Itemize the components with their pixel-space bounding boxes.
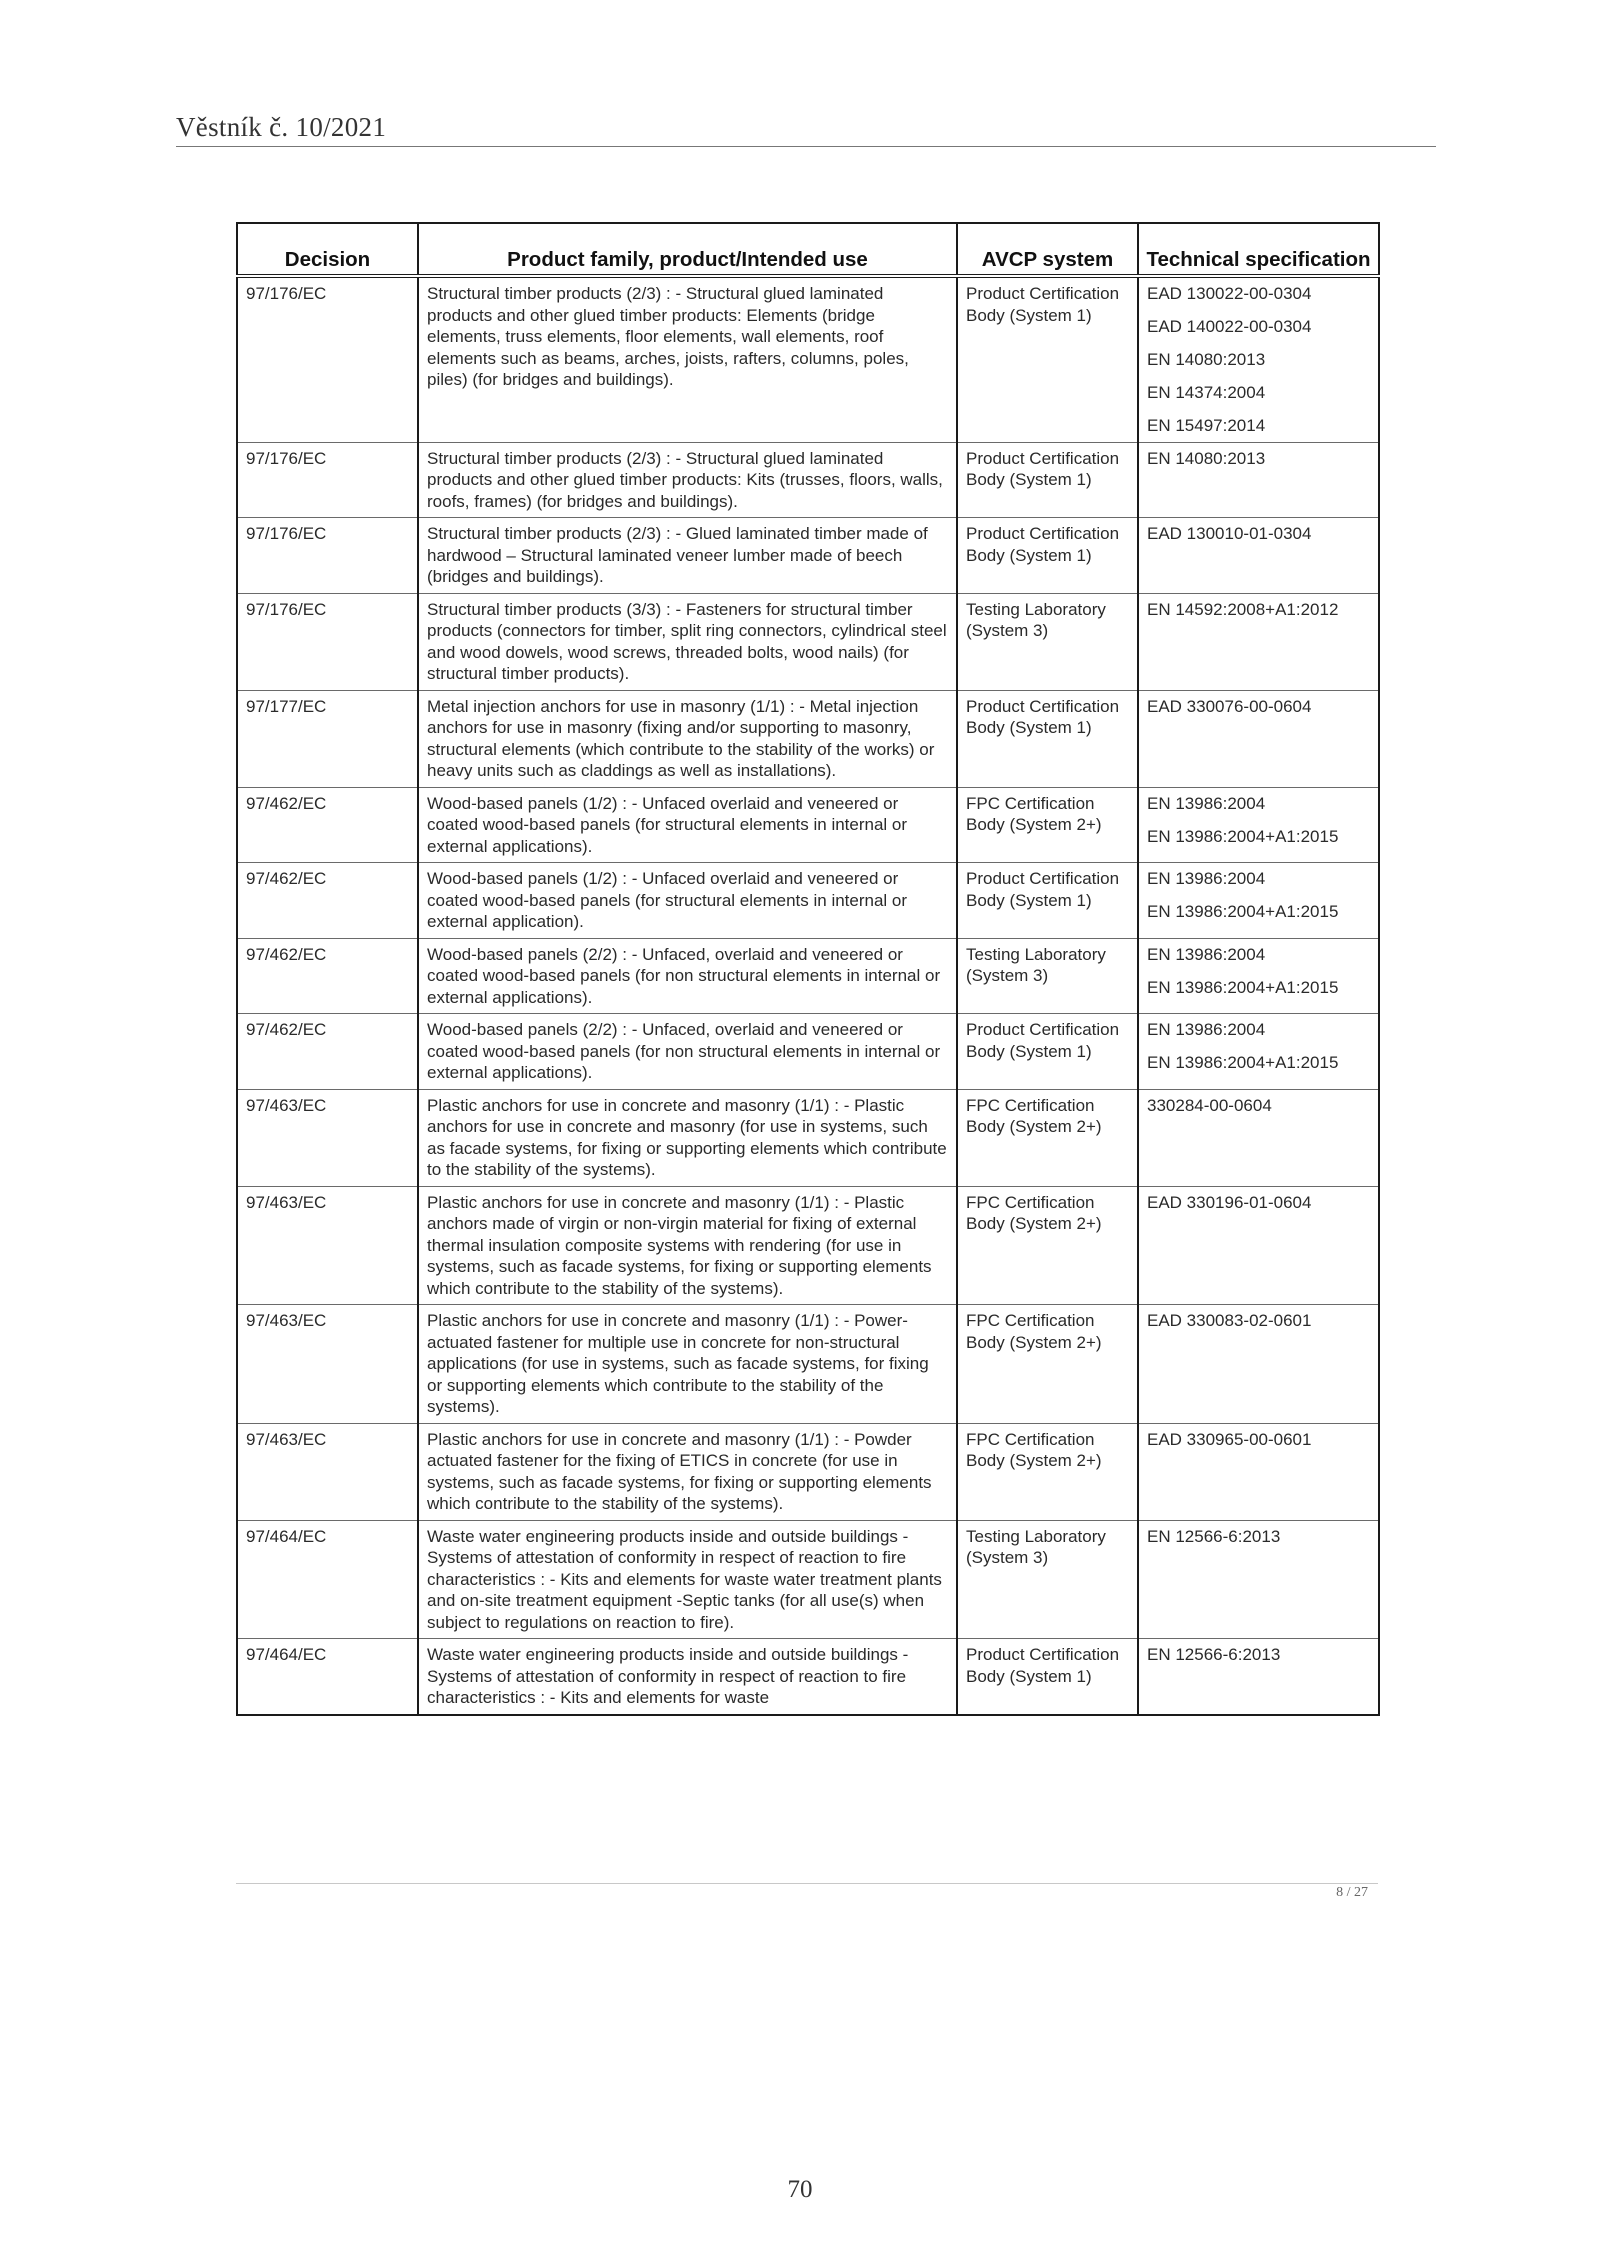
specification-item: EN 13986:2004+A1:2015 — [1147, 977, 1339, 997]
table-row — [237, 276, 1379, 442]
avcp-cell: FPC Certification Body (System 2+) — [957, 1305, 1138, 1424]
specification-item: 330284-00-0604 — [1147, 1095, 1272, 1115]
specification-item: EN 14080:2013 — [1147, 448, 1266, 468]
avcp-cell: Product Certification Body (System 1) — [957, 1639, 1138, 1715]
specification-item: EN 14374:2004 — [1147, 383, 1266, 402]
column-header-technical-specification: Technical specification — [1138, 223, 1379, 276]
table-row — [237, 442, 1379, 518]
avcp-cell: Testing Laboratory (System 3) — [957, 593, 1138, 690]
product-cell: Plastic anchors for use in concrete and masonry (1/1) : - Plastic anchors for use in concrete and masonry (for use in systems, such as facade systems, for fixing or supporting elements which contribute to the stability of the systems). — [418, 1089, 957, 1186]
specification-item: EN 13986:2004 — [1147, 793, 1266, 813]
avcp-cell: Product Certification Body (System 1) — [957, 518, 1138, 594]
decision-cell: 97/462/EC — [237, 1014, 418, 1090]
technical-specification-cell — [1138, 442, 1379, 518]
product-cell: Plastic anchors for use in concrete and masonry (1/1) : - Powder actuated fastener for the fixing of ETICS in concrete (for use in systems, such as facade systems, for fixing or supporting elements which contribute to the stability of the systems). — [418, 1423, 957, 1520]
decision-cell: 97/464/EC — [237, 1639, 418, 1715]
decision-cell: 97/177/EC — [237, 690, 418, 787]
specification-item: EAD 330965-00-0601 — [1147, 1429, 1312, 1449]
technical-specification-cell — [1138, 690, 1379, 787]
specification-item: EN 12566-6:2013 — [1147, 1526, 1281, 1546]
specification-item: EAD 130010-01-0304 — [1147, 524, 1312, 543]
table-row — [237, 1089, 1379, 1186]
technical-specification-cell — [1138, 1014, 1379, 1090]
decision-cell: 97/462/EC — [237, 787, 418, 863]
technical-specification-cell — [1138, 863, 1379, 939]
product-cell: Waste water engineering products inside and outside buildings - Systems of attestation of conformity in respect of reaction to fire characteristics : - Kits and elements for waste — [418, 1639, 957, 1715]
decision-cell: 97/463/EC — [237, 1305, 418, 1424]
avcp-cell: Product Certification Body (System 1) — [957, 442, 1138, 518]
specification-item: EN 13986:2004 — [1147, 1020, 1266, 1039]
specification-item: EAD 130022-00-0304 — [1147, 284, 1312, 303]
table-row — [237, 1186, 1379, 1305]
table-row — [237, 1639, 1379, 1715]
table-row — [237, 1423, 1379, 1520]
avcp-cell: Product Certification Body (System 1) — [957, 690, 1138, 787]
specification-item: EN 12566-6:2013 — [1147, 1645, 1281, 1664]
specification-item: EAD 330196-01-0604 — [1147, 1192, 1312, 1212]
table-row — [237, 1305, 1379, 1424]
specification-table — [236, 222, 1380, 1716]
avcp-cell: Product Certification Body (System 1) — [957, 276, 1138, 442]
page-counter: 8 / 27 — [1336, 1885, 1368, 1900]
product-cell: Plastic anchors for use in concrete and masonry (1/1) : - Plastic anchors made of virgin or non-virgin material for fixing of external thermal insulation composite systems with rendering (for use in systems, such as facade systems, for fixing or supporting elements which contribute to the stability of the systems). — [418, 1186, 957, 1305]
table-row — [237, 1520, 1379, 1639]
product-cell: Structural timber products (2/3) : - Structural glued laminated products and other glued timber products: Elements (bridge elements, truss elements, floor elements, wall elements, roof elements such as beams, arches, joists, rafters, columns, poles, piles) (for bridges and buildings). — [418, 276, 957, 442]
specification-item: EN 13986:2004+A1:2015 — [1147, 902, 1339, 921]
product-cell: Wood-based panels (2/2) : - Unfaced, overlaid and veneered or coated wood-based panels (for non structural elements in internal or external applications). — [418, 938, 957, 1014]
decision-cell: 97/463/EC — [237, 1089, 418, 1186]
technical-specification-cell — [1138, 1639, 1379, 1715]
table-row — [237, 787, 1379, 863]
specification-item: EN 13986:2004+A1:2015 — [1147, 1053, 1339, 1072]
technical-specification-cell — [1138, 593, 1379, 690]
avcp-cell: FPC Certification Body (System 2+) — [957, 787, 1138, 863]
avcp-cell: FPC Certification Body (System 2+) — [957, 1186, 1138, 1305]
specification-item: EAD 330076-00-0604 — [1147, 696, 1312, 716]
header-divider — [176, 146, 1436, 147]
technical-specification-cell — [1138, 1520, 1379, 1639]
decision-cell: 97/176/EC — [237, 276, 418, 442]
product-cell: Structural timber products (2/3) : - Structural glued laminated products and other glued timber products: Kits (trusses, floors, walls, roofs, frames) (for bridges and buildings). — [418, 442, 957, 518]
avcp-cell: Product Certification Body (System 1) — [957, 863, 1138, 939]
product-cell: Wood-based panels (2/2) : - Unfaced, overlaid and veneered or coated wood-based panels (for non structural elements in internal or external applications). — [418, 1014, 957, 1090]
decision-cell: 97/463/EC — [237, 1186, 418, 1305]
avcp-cell: Testing Laboratory (System 3) — [957, 1520, 1138, 1639]
product-cell: Waste water engineering products inside and outside buildings - Systems of attestation of conformity in respect of reaction to fire characteristics : - Kits and elements for waste water treatment plants and on-site treatment equipment -Septic tanks (for all use(s) when subject to regulations on reaction to fire). — [418, 1520, 957, 1639]
column-header-avcp: AVCP system — [957, 223, 1138, 276]
column-header-product: Product family, product/Intended use — [418, 223, 957, 276]
decision-cell: 97/464/EC — [237, 1520, 418, 1639]
technical-specification-cell — [1138, 1423, 1379, 1520]
avcp-cell: FPC Certification Body (System 2+) — [957, 1423, 1138, 1520]
page-number: 70 — [787, 2176, 813, 2203]
table-header-row — [237, 223, 1379, 276]
column-header-decision: Decision — [237, 223, 418, 276]
table-row — [237, 1014, 1379, 1090]
product-cell: Plastic anchors for use in concrete and masonry (1/1) : - Power-actuated fastener for multiple use in concrete for non-structural applications (for use in systems, such as facade systems, for fixing or supporting elements which contribute to the stability of the systems). — [418, 1305, 957, 1424]
table-row — [237, 938, 1379, 1014]
specification-item: EN 15497:2014 — [1147, 416, 1266, 435]
product-cell: Structural timber products (3/3) : - Fasteners for structural timber products (connectors for timber, split ring connectors, cylindrical steel and wood dowels, wood screws, threaded bolts, wood nails) (for structural timber products). — [418, 593, 957, 690]
decision-cell: 97/176/EC — [237, 442, 418, 518]
product-cell: Structural timber products (2/3) : - Glued laminated timber made of hardwood – Structural laminated veneer lumber made of beech (bridges and buildings). — [418, 518, 957, 594]
decision-cell: 97/463/EC — [237, 1423, 418, 1520]
avcp-cell: Product Certification Body (System 1) — [957, 1014, 1138, 1090]
specification-item: EAD 140022-00-0304 — [1147, 317, 1312, 336]
technical-specification-cell — [1138, 1089, 1379, 1186]
specification-item: EN 14080:2013 — [1147, 350, 1266, 369]
product-cell: Wood-based panels (1/2) : - Unfaced overlaid and veneered or coated wood-based panels (for structural elements in internal or external applications). — [418, 787, 957, 863]
technical-specification-cell — [1138, 787, 1379, 863]
technical-specification-cell — [1138, 276, 1379, 442]
specification-item: EN 13986:2004+A1:2015 — [1147, 826, 1339, 846]
specification-item: EN 13986:2004 — [1147, 869, 1266, 888]
specification-item: EAD 330083-02-0601 — [1147, 1311, 1312, 1330]
technical-specification-cell — [1138, 938, 1379, 1014]
specification-item: EN 13986:2004 — [1147, 944, 1266, 964]
product-cell: Metal injection anchors for use in masonry (1/1) : - Metal injection anchors for use in masonry (fixing and/or supporting to masonry, structural elements (which contribute to the stability of the works) or heavy units such as claddings as well as installations). — [418, 690, 957, 787]
decision-cell: 97/176/EC — [237, 518, 418, 594]
product-cell: Wood-based panels (1/2) : - Unfaced overlaid and veneered or coated wood-based panels (for structural elements in internal or external application). — [418, 863, 957, 939]
table-row — [237, 593, 1379, 690]
table-row — [237, 518, 1379, 594]
footer-divider — [236, 1883, 1378, 1884]
decision-cell: 97/176/EC — [237, 593, 418, 690]
table-body — [237, 276, 1379, 1715]
table-row — [237, 690, 1379, 787]
decision-cell: 97/462/EC — [237, 863, 418, 939]
decision-cell: 97/462/EC — [237, 938, 418, 1014]
journal-title: Věstník č. 10/2021 — [176, 112, 387, 142]
technical-specification-cell — [1138, 518, 1379, 594]
technical-specification-cell — [1138, 1186, 1379, 1305]
technical-specification-cell — [1138, 1305, 1379, 1424]
specification-item: EN 14592:2008+A1:2012 — [1147, 599, 1339, 619]
table-row — [237, 863, 1379, 939]
avcp-cell: Testing Laboratory (System 3) — [957, 938, 1138, 1014]
avcp-cell: FPC Certification Body (System 2+) — [957, 1089, 1138, 1186]
